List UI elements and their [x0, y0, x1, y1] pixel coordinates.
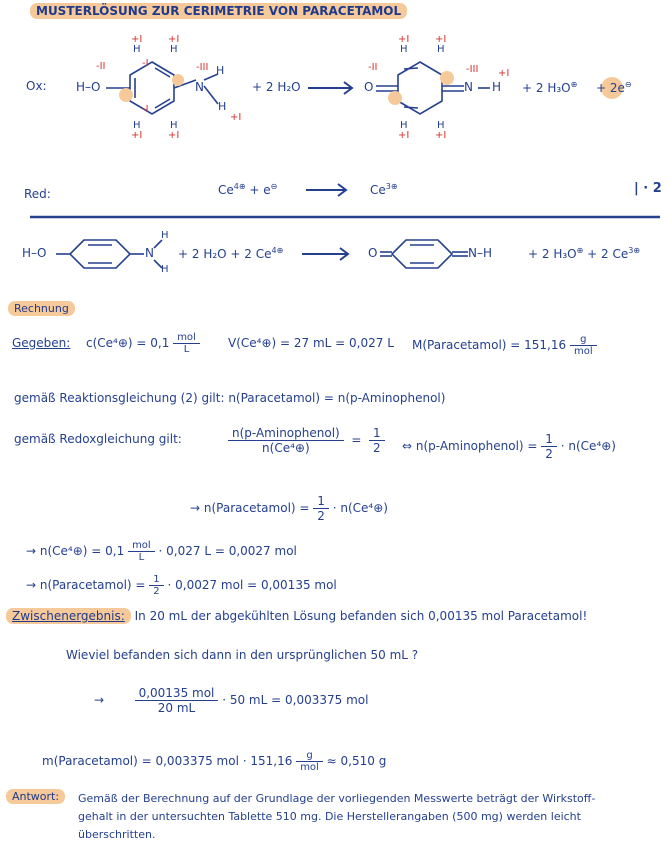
- ox-right-h-top-left: H: [400, 44, 408, 55]
- overall-right-o: O: [368, 246, 378, 260]
- ox-plus-electrons: + 2e⊖: [596, 80, 632, 95]
- red-left: $Ce^{4\oplus} + e^⊖$: [218, 182, 278, 197]
- ox-amine-h1: H: [216, 64, 225, 77]
- paracetamol-relation: → n(Paracetamol) = $\frac{1}{2}$ · n(Ce⁴⊕): [190, 494, 388, 523]
- overall-products: + 2 H₃O⊕ + 2 $Ce^{3\oplus}$: [528, 246, 641, 261]
- ox-num-o-left: -II: [96, 61, 106, 72]
- ox-num-h-top-right: +I: [168, 34, 180, 45]
- ox-num-right-n: -III: [466, 64, 479, 75]
- ox-num-h-bottom-right: +I: [168, 130, 180, 141]
- antwort-label: Antwort:: [6, 790, 65, 803]
- ox-right-highlight-c: [388, 91, 402, 105]
- given-volume: V(Ce⁴⊕) = 27 mL = 0,027 L: [228, 336, 394, 350]
- ox-left-highlight-c: [172, 74, 184, 86]
- ox-arrow: [308, 82, 352, 94]
- antwort-line-1: Gemäß der Berechnung auf der Grundlage der vorliegenden Messwerte beträgt der Wirkstoff-: [78, 792, 596, 805]
- ox-left-hydroxyl: H–O: [76, 80, 101, 94]
- ox-num-c-bottom: -I: [142, 104, 149, 115]
- ox-left-highlight-o: [119, 88, 133, 102]
- overall-right-ring: [380, 240, 468, 268]
- antwort-line-2: gehalt in der untersuchten Tablette 510 mg. Die Herstellerangaben (500 mg) werden leicht: [78, 810, 581, 823]
- scaling-calculation: → $\frac{\text{0,00135 mol}}{20 mL}$ · 50 mL = 0,003375 mol: [94, 686, 369, 715]
- ox-num-right-h2: +I: [435, 34, 447, 45]
- overall-amine-h2: H: [161, 264, 169, 275]
- page-title: MUSTERLÖSUNG ZUR CERIMETRIE VON PARACETAMOL: [30, 4, 407, 18]
- overall-reactants: + 2 H₂O + 2 $Ce^{4\oplus}$: [178, 246, 284, 261]
- gegeben-label: Gegeben:: [12, 336, 71, 350]
- ox-right-h-top-right: H: [437, 44, 445, 55]
- ox-num-right-h3: +I: [398, 130, 410, 141]
- red-arrow: [306, 184, 346, 196]
- ox-right-o: O: [364, 80, 374, 94]
- ring-h-bottom-left: H: [133, 120, 141, 131]
- redox-relation-label: gemäß Redoxgleichung gilt:: [14, 432, 182, 446]
- overall-amine-h1: H: [161, 230, 169, 241]
- ox-num-c-top: -I: [142, 58, 149, 69]
- ox-left-amine: N: [195, 80, 204, 94]
- red-label: Red:: [24, 187, 51, 201]
- ox-num-right-h4: +I: [435, 130, 447, 141]
- overall-arrow: [302, 248, 348, 260]
- reaction-relation: gemäß Reaktionsgleichung (2) gilt: n(Paracetamol) = n(p-Aminophenol): [14, 391, 446, 405]
- ox-right-n: N: [464, 80, 473, 94]
- ox-num-right-o: -II: [368, 62, 378, 73]
- mass-calculation: m(Paracetamol) = 0,003375 mol · 151,16 $\frac{g}{\text{mol}}$ ≈ 0,510 g: [42, 750, 387, 773]
- ring-h-top-right: H: [170, 44, 178, 55]
- n-ce-calculation: → n(Ce⁴⊕) = 0,1 $\frac{\text{mol}}{L}$ · 0,027 L = 0,0027 mol: [26, 540, 297, 563]
- ox-right-h-bottom-right: H: [437, 120, 445, 131]
- ox-plus-water: + 2 H₂O: [252, 80, 301, 94]
- zwischenergebnis-line: Zwischenergebnis: In 20 mL der abgekühlten Lösung befanden sich 0,00135 mol Paracetamol!: [6, 609, 587, 623]
- redox-result: ⇔ n(p-Aminophenol) = $\frac{1}{2}$ · n(Ce⁴⊕): [402, 432, 616, 461]
- ring-h-bottom-right: H: [170, 120, 178, 131]
- red-right: $Ce^{3\oplus}$: [370, 182, 398, 197]
- ox-right-h-bottom-left: H: [400, 120, 408, 131]
- given-molar-mass: M(Paracetamol) = 151,16 $\frac{g}{\text{mol}}$: [412, 334, 597, 357]
- ox-num-right-h1: +I: [398, 34, 410, 45]
- given-concentration: c(Ce⁴⊕) = 0,1 $\frac{\text{mol}}{L}$: [86, 332, 200, 355]
- ox-num-right-nh: +I: [498, 68, 510, 79]
- ox-num-h-top: +I: [131, 34, 143, 45]
- overall-hydroxyl: H–O: [22, 246, 47, 260]
- ox-plus-h3o: + 2 H₃O⊕: [522, 80, 578, 95]
- ox-right-h: H: [492, 80, 502, 94]
- ox-num-n-left: -III: [196, 62, 209, 73]
- red-factor: | · 2: [634, 181, 662, 196]
- zwischenergebnis-question: Wieviel befanden sich dann in den ursprünglichen 50 mL ?: [66, 648, 419, 662]
- rechnung-header: Rechnung: [8, 302, 75, 315]
- n-paracetamol-calculation: → n(Paracetamol) = $\frac{1}{2}$ · 0,0027 mol = 0,00135 mol: [26, 574, 337, 597]
- ring-h-top-left: H: [133, 44, 141, 55]
- redox-fraction: $\frac{\text{n(p-Aminophenol)}}{\text{n(Ce⁴⊕)}}$ = $\frac{1}{2}$: [228, 426, 385, 455]
- ox-num-amine-h: +I: [230, 112, 242, 123]
- ox-label: Ox:: [26, 79, 47, 93]
- overall-amine: N: [145, 246, 154, 260]
- overall-right-nh: N–H: [468, 246, 492, 260]
- ox-amine-h2: H: [218, 100, 227, 113]
- ox-right-highlight-c2: [440, 71, 454, 85]
- antwort-line-3: überschritten.: [78, 828, 156, 841]
- ox-num-h-bottom-left: +I: [131, 130, 143, 141]
